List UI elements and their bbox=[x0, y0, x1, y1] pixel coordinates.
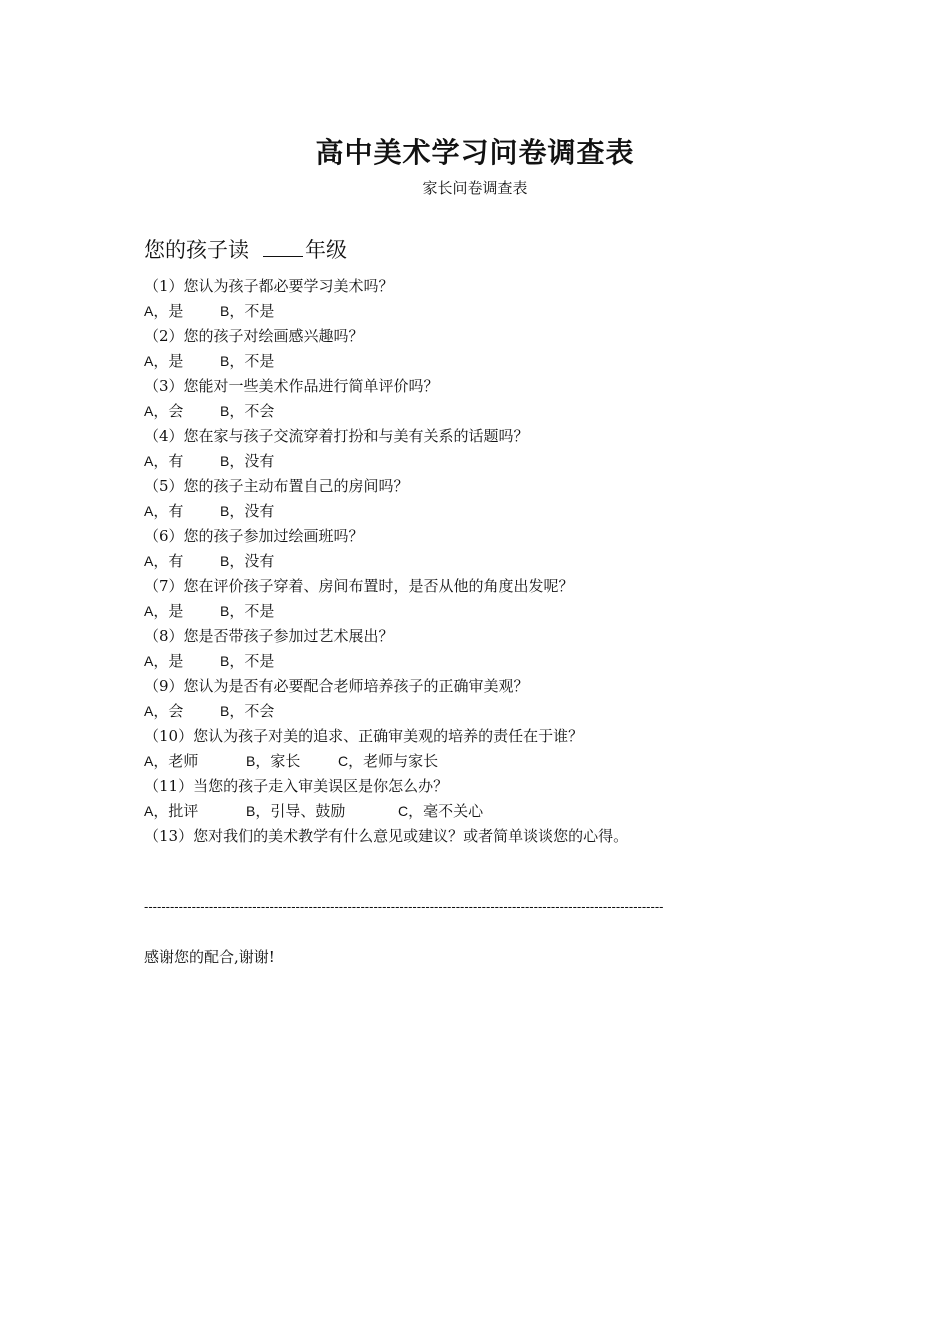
grade-prefix: 您的孩子读 bbox=[144, 238, 249, 262]
option-a[interactable]: A，会 bbox=[144, 702, 184, 720]
options-9 bbox=[144, 699, 844, 724]
grade-suffix: 年级 bbox=[305, 238, 347, 262]
option-b[interactable]: B，不是 bbox=[220, 302, 275, 320]
options-10 bbox=[144, 749, 844, 774]
options-6 bbox=[144, 549, 844, 574]
option-c[interactable]: C，老师与家长 bbox=[338, 752, 439, 770]
option-a[interactable]: A，会 bbox=[144, 402, 184, 420]
answer-divider-line: ------------------------------------------------------------------------------------------------------------------------ bbox=[144, 899, 664, 914]
option-a[interactable]: A，老师 bbox=[144, 752, 199, 770]
question-1: （1）您认为孩子都必要学习美术吗？ bbox=[144, 277, 394, 295]
option-b[interactable]: B，不是 bbox=[220, 652, 275, 670]
page-title: 高中美术学习问卷调查表 bbox=[315, 136, 635, 169]
option-a[interactable]: A，是 bbox=[144, 302, 184, 320]
option-b[interactable]: B，不是 bbox=[220, 602, 275, 620]
question-4: （4）您在家与孩子交流穿着打扮和与美有关系的话题吗？ bbox=[144, 427, 529, 445]
question-9: （9）您认为是否有必要配合老师培养孩子的正确审美观？ bbox=[144, 677, 529, 695]
options-8 bbox=[144, 649, 844, 674]
thanks-text: 感谢您的配合,谢谢! bbox=[144, 948, 275, 966]
options-5 bbox=[144, 499, 844, 524]
options-7 bbox=[144, 599, 844, 624]
option-a[interactable]: A，有 bbox=[144, 552, 184, 570]
options-2 bbox=[144, 349, 844, 374]
option-b[interactable]: B，不是 bbox=[220, 352, 275, 370]
option-b[interactable]: B，没有 bbox=[220, 452, 275, 470]
option-b[interactable]: B，不会 bbox=[220, 402, 275, 420]
question-list bbox=[144, 274, 844, 849]
question-11: （11）当您的孩子走入审美误区是你怎么办？ bbox=[144, 777, 449, 795]
option-a[interactable]: A，批评 bbox=[144, 802, 199, 820]
open-question: （13）您对我们的美术教学有什么意见或建议？或者简单谈谈您的心得。 bbox=[144, 827, 629, 845]
option-b[interactable]: B，引导、鼓励 bbox=[246, 802, 346, 820]
option-b[interactable]: B，不会 bbox=[220, 702, 275, 720]
option-a[interactable]: A，有 bbox=[144, 452, 184, 470]
option-b[interactable]: B，没有 bbox=[220, 552, 275, 570]
grade-blank-field[interactable] bbox=[263, 236, 303, 257]
question-2: （2）您的孩子对绘画感兴趣吗？ bbox=[144, 327, 364, 345]
question-8: （8）您是否带孩子参加过艺术展出？ bbox=[144, 627, 394, 645]
option-a[interactable]: A，是 bbox=[144, 352, 184, 370]
grade-line bbox=[144, 235, 347, 265]
page-subtitle: 家长问卷调查表 bbox=[422, 179, 528, 197]
question-6: （6）您的孩子参加过绘画班吗？ bbox=[144, 527, 364, 545]
question-5: （5）您的孩子主动布置自己的房间吗？ bbox=[144, 477, 409, 495]
question-10: （10）您认为孩子对美的追求、正确审美观的培养的责任在于谁？ bbox=[144, 727, 584, 745]
options-4 bbox=[144, 449, 844, 474]
option-b[interactable]: B，家长 bbox=[246, 752, 301, 770]
option-a[interactable]: A，是 bbox=[144, 652, 184, 670]
option-c[interactable]: C，毫不关心 bbox=[398, 802, 484, 820]
options-3 bbox=[144, 399, 844, 424]
question-7: （7）您在评价孩子穿着、房间布置时，是否从他的角度出发呢？ bbox=[144, 577, 574, 595]
options-11 bbox=[144, 799, 844, 824]
option-b[interactable]: B，没有 bbox=[220, 502, 275, 520]
options-1 bbox=[144, 299, 844, 324]
option-a[interactable]: A，是 bbox=[144, 602, 184, 620]
option-a[interactable]: A，有 bbox=[144, 502, 184, 520]
question-3: （3）您能对一些美术作品进行简单评价吗？ bbox=[144, 377, 439, 395]
